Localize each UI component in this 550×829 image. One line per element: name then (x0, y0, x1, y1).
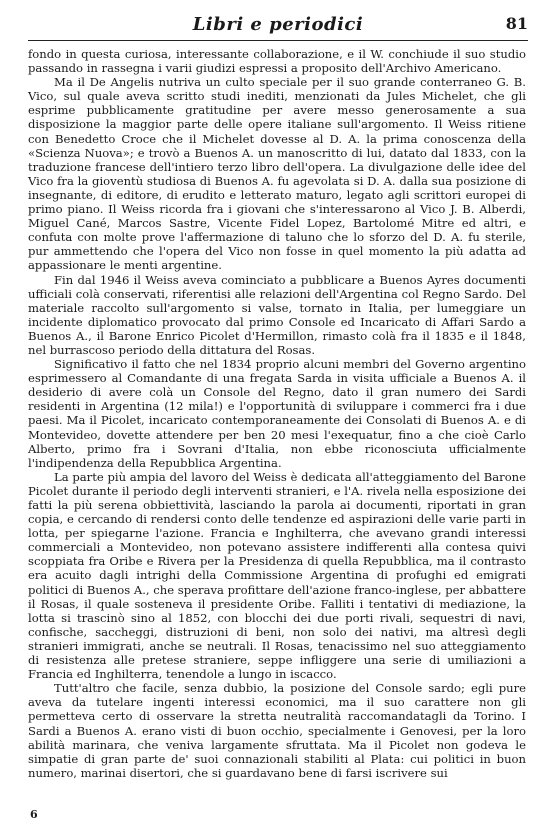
paragraph: Tutt'altro che facile, senza dubbio, la posizione del Console sardo; egli pure aveva da tutelare ingenti interessi economici, ma il suo carattere non gli permetteva certo di osservare la stretta neutralità raccomandatagli da Torino. I Sardi a Buenos A. erano visti di buon occhio, specialmente i Genovesi, per la loro abilità marinara, che veniva largamente sfruttata. Ma il Picolet non godeva le simpatie di gran parte de' suoi connazionali stabiliti al Plata: cui politici in buon numero, marinai disertori, che si guardavano bene di farsi iscrivere sui (28, 681, 526, 780)
page-body (28, 47, 526, 780)
header-rule (28, 40, 528, 41)
paragraph: Significativo il fatto che nel 1834 proprio alcuni membri del Governo argentino esprimessero al Comandante di una fregata Sarda in visita ufficiale a Buenos A. il desiderio di avere colà un Console del Regno, dato il gran numero dei Sardi residenti in Argentina (12 mila!) e l'opportunità di sviluppare i commerci fra i due paesi. Ma il Picolet, incaricato contemporaneamente dei Consolati di Buenos A. e di Montevideo, dovette attendere per ben 20 mesi l'exequatur, fino a che cioè Carlo Alberto, primo fra i Sovrani d'Italia, non ebbe riconosciuta ufficialmente l'indipendenza della Repubblica Argentina. (28, 357, 526, 470)
running-header (28, 14, 528, 38)
header-title: Libri e periodici (192, 14, 364, 35)
paragraph: Ma il De Angelis nutriva un culto speciale per il suo grande conterraneo G. B. Vico, sul quale aveva scritto studi inediti, menzionati da Jules Michelet, che gli esprime pubblicamente gratitudine per avere messo generosamente a sua disposizione la maggior parte delle opere italiane sull'argomento. Il Weiss ritiene con Benedetto Croce che il Michelet dovesse al D. A. la prima conoscenza della «Scienza Nuova»; e trovò a Buenos A. un manoscritto di lui, datato dal 1833, con la traduzione francese dell'intiero terzo libro dell'opera. La divulgazione delle idee del Vico fra la gioventù studiosa di Buenos A. fu agevolata si D. A. dalla sua posizione di insegnante, di editore, di erudito e letterato maturo, legato agli scrittori europei di primo piano. Il Weiss ricorda fra i giovani che s'interessarono al Vico J. B. Alberdi, Miguel Cané, Marcos Sastre, Vicente Fidel Lopez, Bartolomé Mitre ed altri, e confuta con molte prove l'affermazione di taluno che lo sforzo del D. A. fu sterile, pur ammettendo che l'opera del Vico non fosse in quel momento la più adatta ad appassionare le menti argentine. (28, 75, 526, 273)
page-number: 81 (505, 14, 528, 33)
paragraph: fondo in questa curiosa, interessante collaborazione, e il W. conchiude il suo studio passando in rassegna i varii giudizi espressi a proposito dell'Archivo Americano. (28, 47, 526, 76)
signature-mark: 6 (30, 808, 38, 821)
paragraph: Fin dal 1946 il Weiss aveva cominciato a pubblicare a Buenos Ayres documenti ufficiali colà conservati, riferentisi alle relazioni dell'Argentina col Regno Sardo. Del materiale raccolto sull'argomento si valse, tornato in Italia, per lumeggiare un incidente diplomatico provocato dal primo Console ed Incaricato di Affari Sardo a Buenos A., il Barone Enrico Picolet d'Hermillon, rimasto colà fra il 1835 e il 1848, nel burrascoso periodo della dittatura del Rosas. (28, 272, 526, 357)
paragraph: La parte più ampia del lavoro del Weiss è dedicata all'atteggiamento del Barone Picolet durante il periodo degli interventi stranieri, e l'A. rivela nella esposizione dei fatti la più serena obbiettività, lasciando la parola ai documenti, riportati in gran copia, e cercando di rendersi conto delle tendenze ed aspirazioni delle varie parti in lotta, per spiegarne l'azione. Francia e Inghilterra, che avevano grandi interessi commerciali a Montevideo, non potevano assistere indifferenti alla contesa quivi scoppiata fra Oribe e Rivera per la Presidenza di quella Repubblica, ma il contrasto era acuito dagli intrighi della Commissione Argentina di profughi ed emigrati politici di Buenos A., che sperava profittare dell'azione franco-inglese, per abbattere il Rosas, il quale sosteneva il presidente Oribe. Falliti i tentativi di mediazione, la lotta si trascinò sino al 1852, con blocchi dei due porti rivali, sequestri di navi, confische, saccheggi, distruzioni di beni, non solo dei nativi, ma altresì degli stranieri immigrati, anche se neutrali. Il Rosas, tenacissimo nel suo atteggiamento di resistenza alle pretese straniere, seppe infliggere una serie di umiliazioni a Francia ed Inghilterra, tenendole a lungo in iscacco. (28, 469, 526, 682)
